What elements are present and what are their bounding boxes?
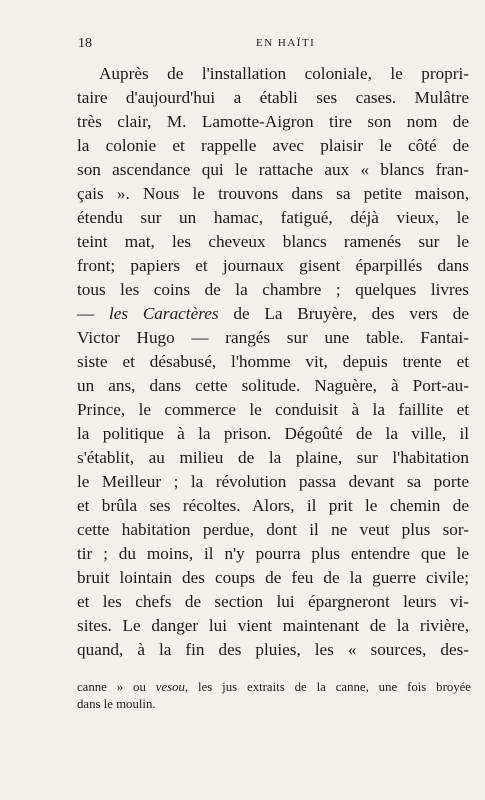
footnote-line: dans le moulin. [77,697,156,711]
text-segment: — [77,304,109,323]
page-number: 18 [78,36,92,51]
text-line: Victor Hugo — rangés sur une table. Fantai- [77,328,469,347]
text-line: taire d'aujourd'hui a établi ses cases. Mulâtre [77,88,469,107]
page-header [78,36,449,54]
body-text [77,62,469,662]
text-segment: canne » ou [77,680,156,694]
text-line: un ans, dans cette solitude. Naguère, à Port-au- [77,376,469,395]
text-line: tous les coins de la chambre ; quelques livres [77,280,469,299]
text-line [77,302,469,326]
text-line: teint mat, les cheveux blancs ramenés sur le [77,232,469,251]
text-line: tir ; du moins, il n'y pourra plus entendre que le [77,544,469,563]
text-segment: de La Bruyère, des vers de [218,304,469,323]
text-line: çais ». Nous le trouvons dans sa petite maison, [77,184,469,203]
text-line: la politique à la prison. Dégoûté de la ville, il [77,424,469,443]
text-line: front; papiers et journaux gisent éparpillés dans [77,256,469,275]
text-line: sites. Le danger lui vient maintenant de la rivière, [77,616,469,635]
text-segment: , les jus extraits de la canne, une fois broyée [184,680,471,694]
text-line: quand, à la fin des pluies, les « sources, des- [77,640,469,659]
text-line: le Meilleur ; la révolution passa devant sa porte [77,472,469,491]
text-line: son ascendance qui le rattache aux « blancs fran- [77,160,469,179]
text-line: très clair, M. Lamotte-Aigron tire son nom de [77,112,469,131]
book-title-italic: les Caractères [108,304,219,323]
text-line: la colonie et rappelle avec plaisir le côté de [77,136,469,155]
text-line: Auprès de l'installation coloniale, le propri- [99,64,469,83]
text-line: siste et désabusé, l'homme vit, depuis trente et [77,352,469,371]
text-line: cette habitation perdue, dont il ne veut plus sor- [77,520,469,539]
text-line: s'établit, au milieu de la plaine, sur l'habitation [77,448,469,467]
text-line: Prince, le commerce le conduisit à la faillite et [77,400,469,419]
text-line: bruit lointain des coups de feu de la guerre civile; [77,568,469,587]
text-line: et les chefs de section lui épargneront leurs vi- [77,592,469,611]
text-line: et brûla ses récoltes. Alors, il prit le chemin de [77,496,469,515]
term-italic: vesou [155,680,185,694]
running-head: EN HAÏTI [256,37,316,49]
footnote [77,679,471,713]
text-line: étendu sur un hamac, fatigué, déjà vieux, le [77,208,469,227]
footnote-line [77,679,471,696]
